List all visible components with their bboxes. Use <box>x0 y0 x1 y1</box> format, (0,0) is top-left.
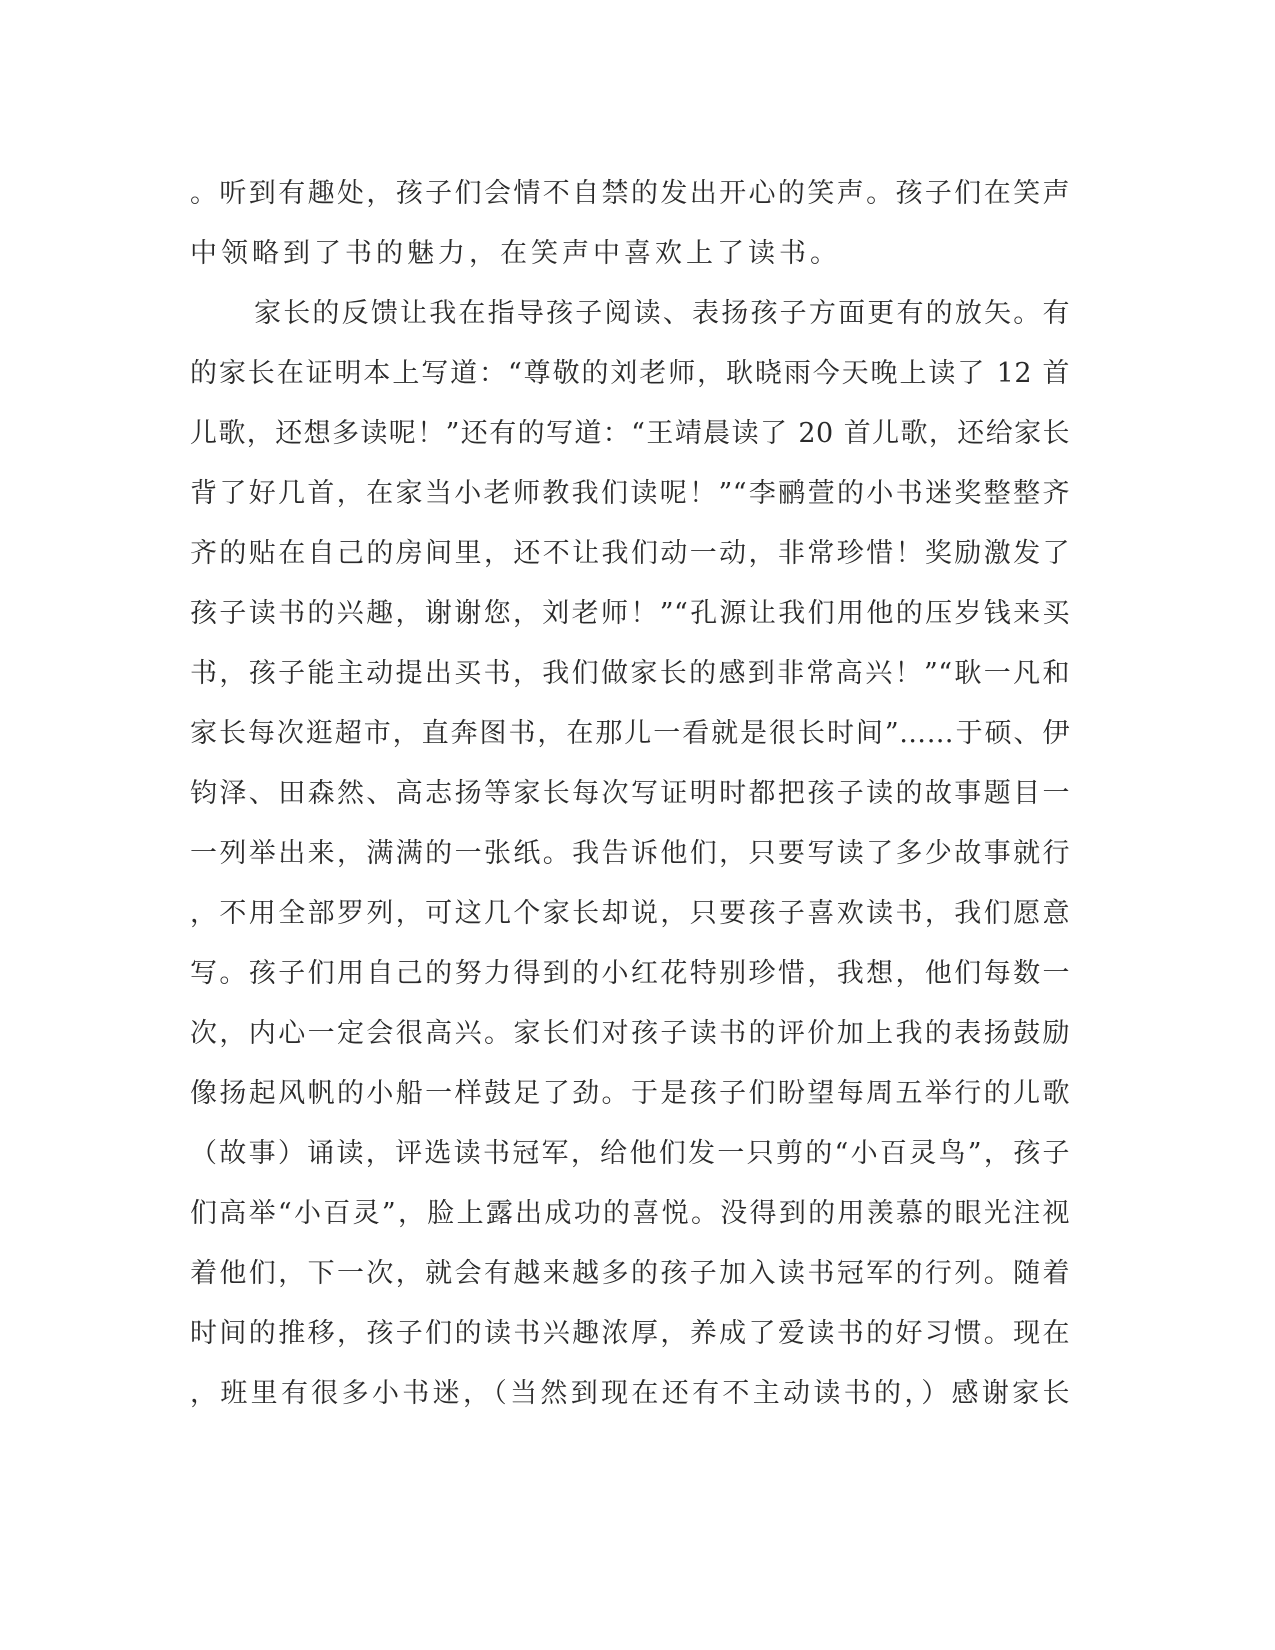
text-line: 孩子读书的兴趣，谢谢您，刘老师！”“孔源让我们用他的压岁钱来买 <box>190 598 1070 629</box>
text-line: ，不用全部罗列，可这几个家长却说，只要孩子喜欢读书，我们愿意 <box>190 898 1070 929</box>
text-line: 的家长在证明本上写道：“尊敬的刘老师，耿晓雨今天晚上读了 12 首 <box>190 358 1070 389</box>
text-line: 中领略到了书的魅力，在笑声中喜欢上了读书。 <box>190 238 841 269</box>
text-line: 儿歌，还想多读呢！”还有的写道：“王靖晨读了 20 首儿歌，还给家长 <box>190 418 1070 449</box>
text-line: ，班里有很多小书迷，（当然到现在还有不主动读书的，）感谢家长 <box>190 1378 1070 1409</box>
text-line: 写。孩子们用自己的努力得到的小红花特别珍惜，我想，他们每数一 <box>190 958 1070 989</box>
text-line: 钧泽、田森然、高志扬等家长每次写证明时都把孩子读的故事题目一 <box>190 778 1070 809</box>
text-line: （故事）诵读，评选读书冠军，给他们发一只剪的“小百灵鸟”，孩子 <box>190 1138 1070 1169</box>
text-line: 像扬起风帆的小船一样鼓足了劲。于是孩子们盼望每周五举行的儿歌 <box>190 1078 1070 1109</box>
text-line: 次，内心一定会很高兴。家长们对孩子读书的评价加上我的表扬鼓励 <box>190 1018 1070 1049</box>
text-line: 家长的反馈让我在指导孩子阅读、表扬孩子方面更有的放矢。有 <box>254 298 1070 329</box>
text-line: 着他们，下一次，就会有越来越多的孩子加入读书冠军的行列。随着 <box>190 1258 1070 1289</box>
text-line: 背了好几首，在家当小老师教我们读呢！”“李鹂萱的小书迷奖整整齐 <box>190 478 1070 509</box>
text-line: 齐的贴在自己的房间里，还不让我们动一动，非常珍惜！奖励激发了 <box>190 538 1070 569</box>
text-line: 们高举“小百灵”，脸上露出成功的喜悦。没得到的用羡慕的眼光注视 <box>190 1198 1070 1229</box>
text-line: 一列举出来，满满的一张纸。我告诉他们，只要写读了多少故事就行 <box>190 838 1070 869</box>
text-line: 书，孩子能主动提出买书，我们做家长的感到非常高兴！”“耿一凡和 <box>190 658 1070 689</box>
text-line: 家长每次逛超市，直奔图书，在那儿一看就是很长时间”……于硕、伊 <box>190 718 1070 749</box>
text-line: 。听到有趣处，孩子们会情不自禁的发出开心的笑声。孩子们在笑声 <box>190 178 1070 209</box>
text-line: 时间的推移，孩子们的读书兴趣浓厚，养成了爱读书的好习惯。现在 <box>190 1318 1070 1349</box>
